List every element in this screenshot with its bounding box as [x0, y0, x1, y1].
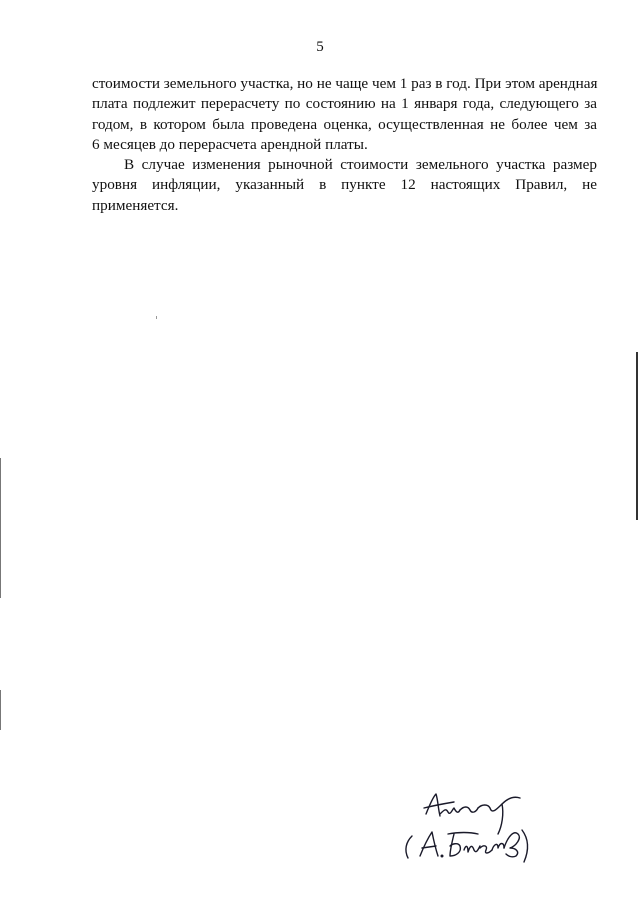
text-line: В случае изменения рыночной стоимости земельного участка размер — [124, 156, 597, 173]
scan-edge-mark — [0, 458, 1, 598]
scan-edge-mark — [636, 352, 638, 520]
text-line: плата подлежит перерасчету по состоянию на 1 января года, следующего за — [92, 95, 597, 113]
scan-edge-mark — [0, 690, 1, 730]
text-line: уровня инфляции, указанный в пункте 12 настоящих Правил, не — [92, 176, 597, 194]
text-line: стоимости земельного участка, но не чаще чем 1 раз в год. При этом арендная — [92, 75, 598, 92]
text-line: годом, в котором была проведена оценка, осуществленная не более чем за — [92, 115, 597, 133]
text-line: 6 месяцев до перерасчета арендной платы. — [92, 135, 368, 153]
handwritten-signature — [398, 784, 538, 880]
paragraph-1 — [92, 74, 597, 155]
text-line: применяется. — [92, 196, 179, 214]
scan-dot — [156, 316, 157, 319]
page-number: 5 — [316, 39, 324, 55]
paragraph-2 — [92, 155, 597, 216]
